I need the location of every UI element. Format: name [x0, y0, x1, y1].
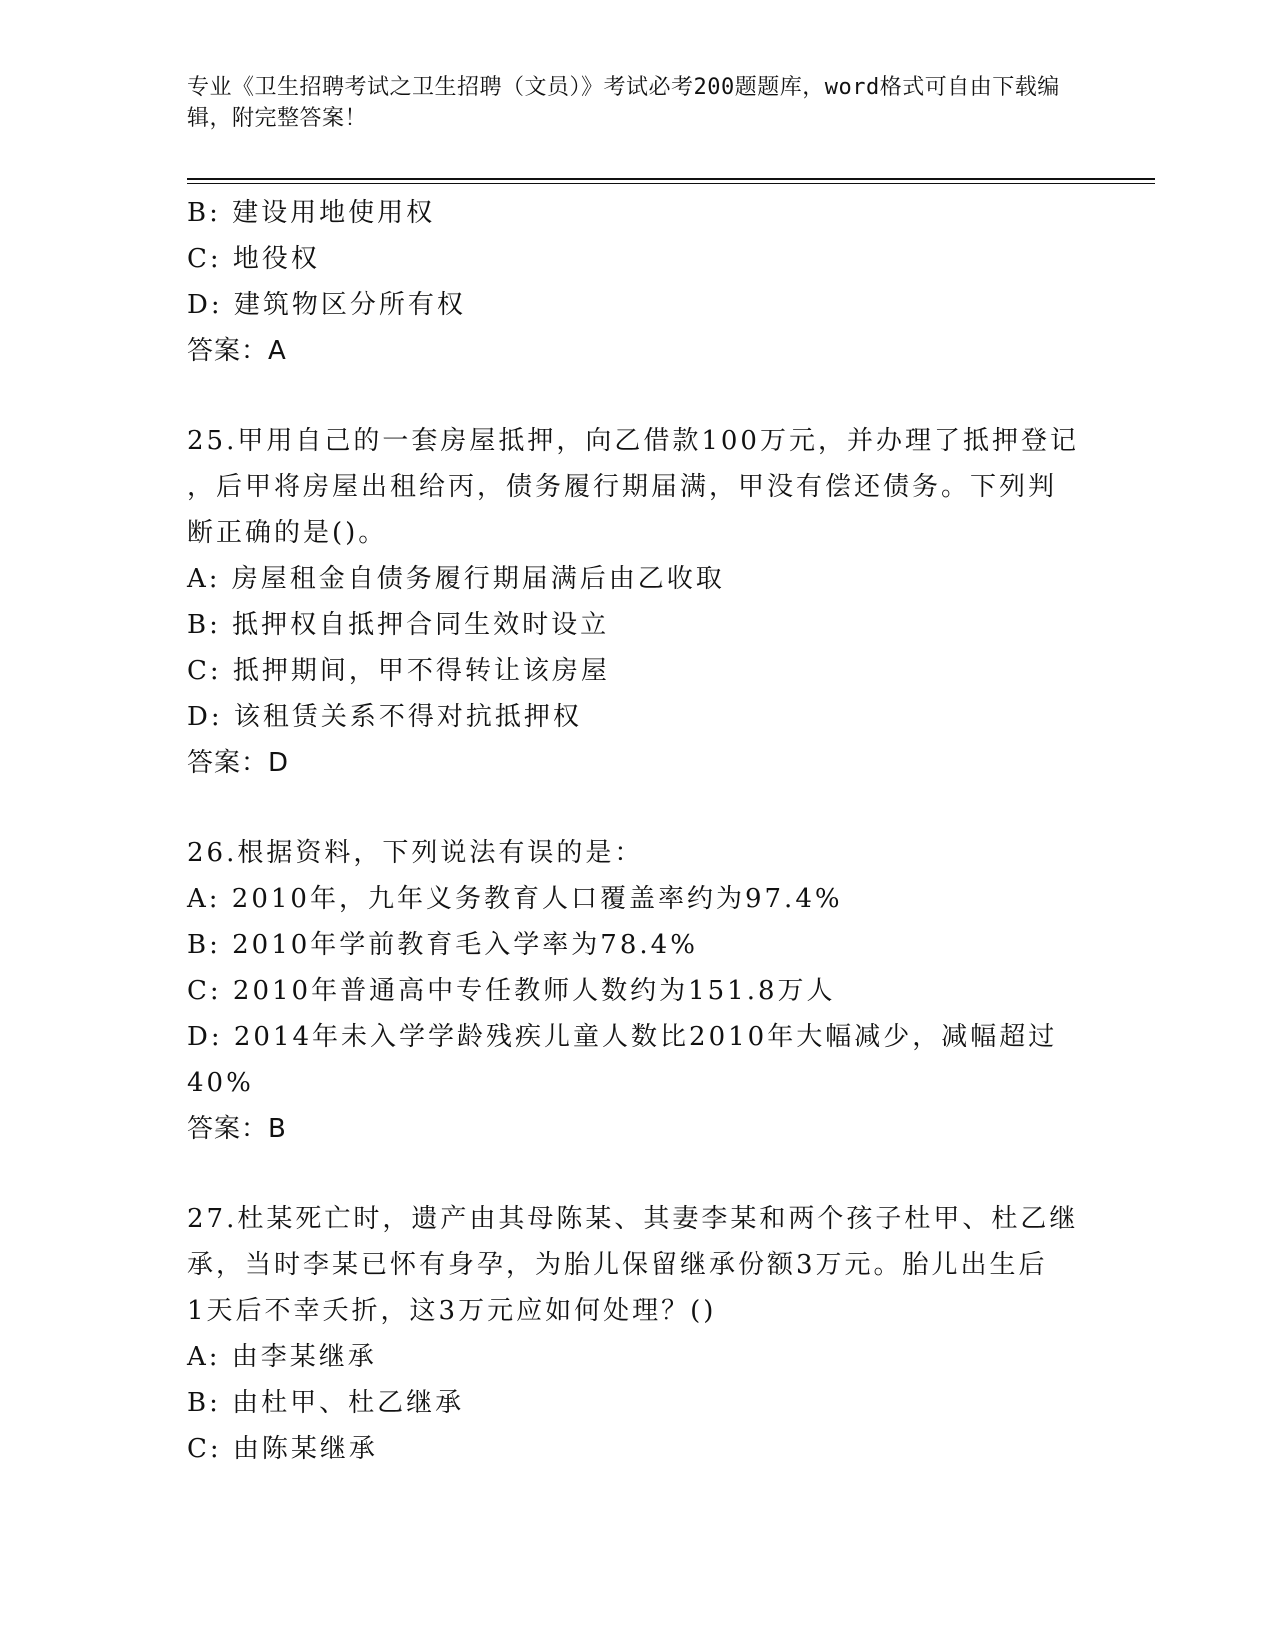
q24-answer: 答案：A	[187, 336, 287, 366]
q24-option-b: B: 建设用地使用权	[187, 198, 436, 228]
header-rule-thick	[187, 178, 1155, 180]
q27-option-c: C: 由陈某继承	[187, 1434, 378, 1464]
header-rule-thin	[187, 183, 1155, 184]
q26-option-d-line2: 40%	[187, 1068, 254, 1098]
q25-answer: 答案：D	[187, 748, 290, 778]
q27-stem-line3: 1天后不幸夭折，这3万元应如何处理？()	[187, 1296, 717, 1326]
q27-option-b: B: 由杜甲、杜乙继承	[187, 1388, 465, 1418]
q25-stem-line2: ，后甲将房屋出租给丙，债务履行期届满，甲没有偿还债务。下列判	[187, 472, 1058, 502]
q27-stem-line1: 27.杜某死亡时，遗产由其母陈某、其妻李某和两个孩子杜甲、杜乙继	[187, 1204, 1079, 1234]
q26-option-b: B: 2010年学前教育毛入学率为78.4%	[187, 930, 698, 960]
question-list	[187, 190, 1087, 1472]
q27-stem-line2: 承，当时李某已怀有身孕，为胎儿保留继承份额3万元。胎儿出生后	[187, 1250, 1048, 1280]
q26-option-a: A: 2010年，九年义务教育人口覆盖率约为97.4%	[187, 884, 843, 914]
q26-option-c: C: 2010年普通高中专任教师人数约为151.8万人	[187, 976, 836, 1006]
q26-stem: 26.根据资料，下列说法有误的是：	[187, 838, 644, 868]
q26-option-d-line1: D: 2014年未入学学龄残疾儿童人数比2010年大幅减少，减幅超过	[187, 1022, 1058, 1052]
q25-stem-line1: 25.甲用自己的一套房屋抵押，向乙借款100万元，并办理了抵押登记	[187, 426, 1079, 456]
q25-option-b: B: 抵押权自抵押合同生效时设立	[187, 610, 610, 640]
q25-option-a: A: 房屋租金自债务履行期届满后由乙收取	[187, 564, 725, 594]
q26-answer: 答案：B	[187, 1114, 287, 1144]
q24-option-d: D: 建筑物区分所有权	[187, 290, 466, 320]
q24-option-c: C: 地役权	[187, 244, 320, 274]
document-header: 专业《卫生招聘考试之卫生招聘（文员）》考试必考200题题库，word格式可自由下载编辑，附完整答案！	[187, 75, 1060, 131]
q25-stem-line3: 断正确的是()。	[187, 518, 388, 548]
q25-option-d: D: 该租赁关系不得对抗抵押权	[187, 702, 582, 732]
q27-option-a: A: 由李某继承	[187, 1342, 377, 1372]
q25-option-c: C: 抵押期间，甲不得转让该房屋	[187, 656, 610, 686]
